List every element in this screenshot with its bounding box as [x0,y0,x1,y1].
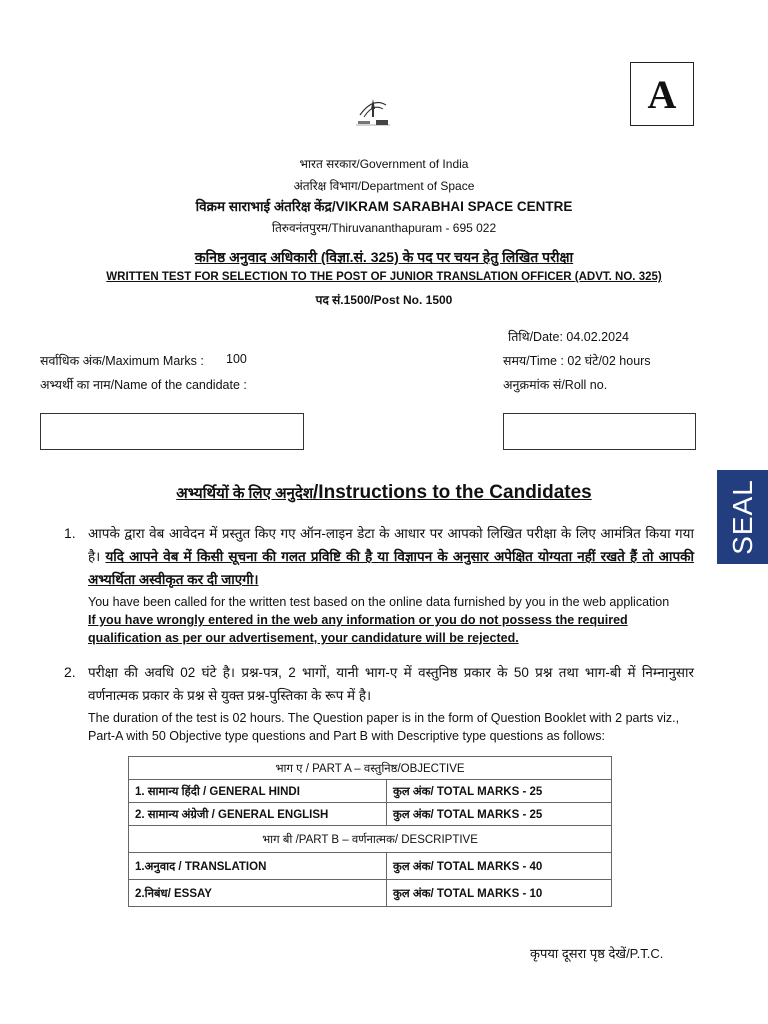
isro-logo [352,95,394,131]
header-department: अंतरिक्ष विभाग/Department of Space [293,179,475,193]
marks-cell: कुल अंक/ TOTAL MARKS - 25 [387,803,612,826]
candidate-name-label: अभ्यर्थी का नाम/Name of the candidate : [40,378,247,392]
part-b-header: भाग बी /PART B – वर्णनात्मक/ DESCRIPTIVE [129,826,612,853]
instructions-title: अभ्यर्थियों के लिए अनुदेश/Instructions to the Candidates [176,482,592,503]
marks-cell: कुल अंक/ TOTAL MARKS - 25 [387,780,612,803]
instruction-1-number: 1. [64,525,76,541]
marks-cell: कुल अंक/ TOTAL MARKS - 10 [387,880,612,907]
candidate-name-field[interactable] [40,413,304,450]
subject-cell: 1. सामान्य हिंदी / GENERAL HINDI [129,780,387,803]
seal-label: SEAL [717,470,768,564]
table-row [129,780,612,803]
subject-cell: 1.अनुवाद / TRANSLATION [129,853,387,880]
header-centre: विक्रम साराभाई अंतरिक्ष केंद्र/VIKRAM SARABHAI SPACE CENTRE [195,199,573,214]
instruction-1: आपके द्वारा वेब आवेदन में प्रस्तुत किए गए ऑन-लाइन डेटा के आधार पर आपको लिखित परीक्षा के लिए आमंत्रित किया गया है। यदि आपने वेब में किसी सूचना की गलत प्रविष्टि की है या विज्ञापन के अनुसार अपेक्षित योग्यता नहीं रखते हैं तो आपकी अभ्यर्थिता अस्वीकृत कर दी जाएगी। You have been called for the written test based on the online data furnished by you in the web application If you have wrongly entered in the web any information or you do not possess the required qualification as per our advertisement, your candidature will be rejected. [88,526,694,645]
table-row [129,880,612,907]
roll-number-field[interactable] [503,413,696,450]
table-row [129,853,612,880]
exam-time: समय/Time : 02 घंटे/02 hours [503,354,651,368]
series-code-box: A [630,62,694,126]
header-address: तिरुवनंतपुरम/Thiruvananthapuram - 695 022 [271,221,497,235]
max-marks-value: 100 [226,352,247,366]
part-a-header: भाग ए / PART A – वस्तुनिष्ठ/OBJECTIVE [129,757,612,780]
please-turn-over: कृपया दूसरा पृष्ठ देखें/P.T.C. [530,946,664,961]
subject-cell: 2. सामान्य अंग्रेजी / GENERAL ENGLISH [129,803,387,826]
marks-cell: कुल अंक/ TOTAL MARKS - 40 [387,853,612,880]
post-number: पद सं.1500/Post No. 1500 [315,293,453,307]
exam-title-english: WRITTEN TEST FOR SELECTION TO THE POST OF JUNIOR TRANSLATION OFFICER (ADVT. NO. 325) [106,271,662,283]
exam-title-hindi: कनिष्ठ अनुवाद अधिकारी (विज्ञा.सं. 325) के पद पर चयन हेतु लिखित परीक्षा [194,249,574,265]
instruction-2-number: 2. [64,664,76,680]
max-marks-label: सर्वाधिक अंक/Maximum Marks : [40,354,204,368]
instruction-2: परीक्षा की अवधि 02 घंटे है। प्रश्न-पत्र, 2 भागों, यानी भाग-ए में वस्तुनिष्ठ प्रकार के 50 प्रश्न तथा भाग-बी में निम्नानुसार वर्णनात्मक प्रकार के प्रश्न से युक्त प्रश्न-पुस्तिका के रूप में है। The duration of the test is 02 hours. The Question paper is in the form of Question Booklet with 2 parts viz., Part-A with 50 Objective type questions and Part B with Descriptive type questions as follows: [88,665,694,743]
marks-table [128,756,612,907]
exam-date: तिथि/Date: 04.02.2024 [508,330,629,344]
header-government: भारत सरकार/Government of India [299,157,469,171]
table-row [129,757,612,780]
table-row [129,826,612,853]
table-row [129,803,612,826]
roll-number-label: अनुक्रमांक सं/Roll no. [503,378,608,392]
subject-cell: 2.निबंध/ ESSAY [129,880,387,907]
